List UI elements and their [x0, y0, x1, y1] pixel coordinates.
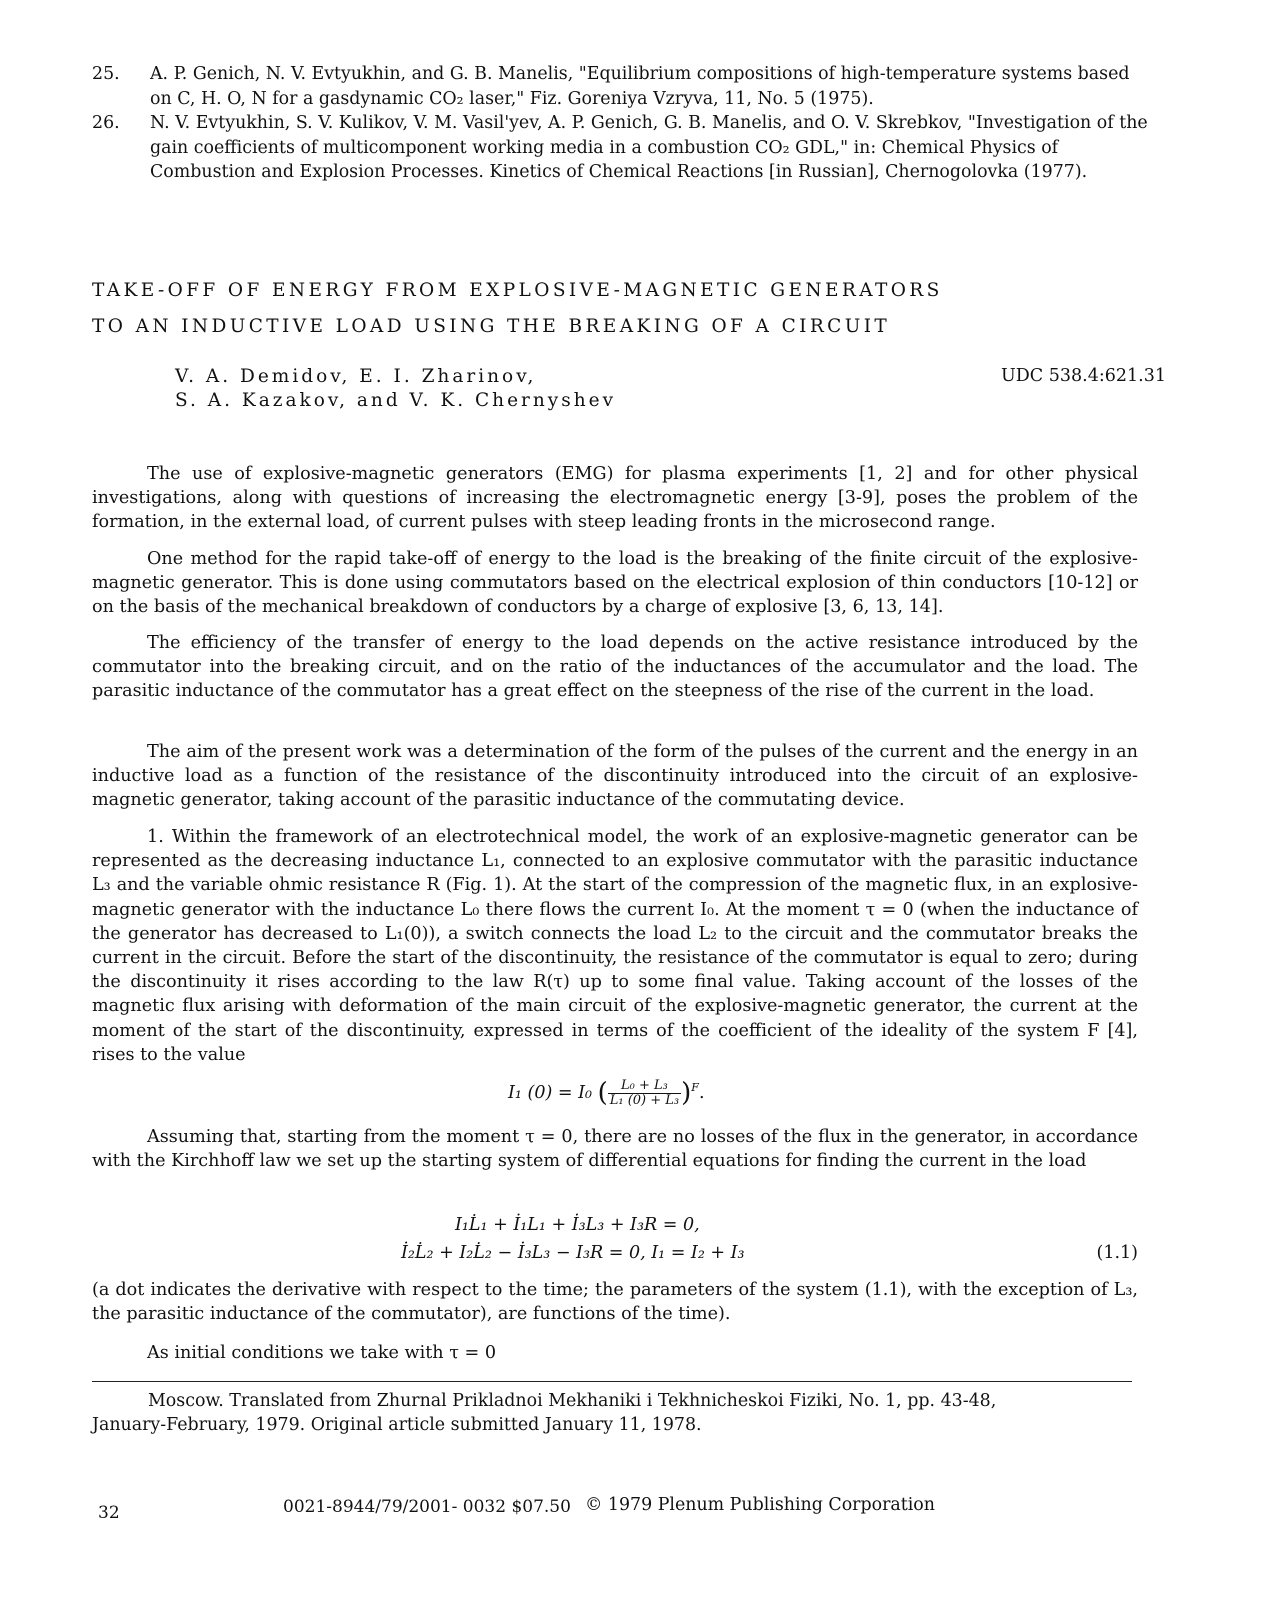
paragraph-1: [92, 462, 1138, 535]
reference-text: N. V. Evtyukhin, S. V. Kulikov, V. M. Vasil'yev, A. P. Genich, G. B. Manelis, and O. V. Skrebkov, "Investigation of the gain coefficients of multicomponent working media in a combustion CO₂ GDL," in: Chemical Physics of Combustion and Explosion Processes. Kinetics of Chemical Reactions [in Russian], Chernogolovka (1977).: [150, 113, 1148, 182]
udc-code: UDC 538.4:621.31: [1001, 366, 1166, 386]
paragraph-text: Assuming that, starting from the moment τ = 0, there are no losses of the flux in the generator, in accordance with the Kirchhoff law we set up the starting system of differential equations for finding the current in the load: [92, 1127, 1138, 1172]
equation-initial-current: I₁ (0) = I₀ ( $\frac{\text{L₀ + L₃}}{\text{L₁ (0) + L₃}}$ )$^F$.: [508, 1078, 705, 1108]
paragraph-8: [92, 1341, 1138, 1365]
equation-number: (1.1): [1096, 1243, 1138, 1263]
paragraph-2: [92, 547, 1138, 620]
equation-lhs: I₁ (0) = I₀: [508, 1083, 592, 1103]
equation-system-line-2: İ₂L̇₂ + I₂L̇₂ − İ₃L₃ − I₃R = 0, I₁ = I₂ + I₃: [401, 1243, 745, 1263]
reference-text: A. P. Genich, N. V. Evtyukhin, and G. B. Manelis, "Equilibrium compositions of high-temperature systems based on C, H. O, N for a gasdynamic CO₂ laser," Fiz. Goreniya Vzryva, 11, No. 5 (1975).: [150, 64, 1130, 109]
article-title-line-2: TO AN INDUCTIVE LOAD USING THE BREAKING OF A CIRCUIT: [92, 316, 891, 337]
equation-numerator: L₀ + L₃: [608, 1079, 681, 1094]
paragraph-text: As initial conditions we take with τ = 0: [147, 1343, 497, 1363]
copyright-notice: © 1979 Plenum Publishing Corporation: [585, 1495, 935, 1515]
footnote: [92, 1389, 1142, 1437]
paragraph-text: One method for the rapid take-off of energy to the load is the breaking of the finite circuit of the explosive-magnetic generator. This is done using commutators based on the electrical explosion of thin conductors [10-12] or on the basis of the mechanical breakdown of conductors by a charge of explosive [3, 6, 13, 14].: [92, 549, 1138, 618]
paragraph-text: The use of explosive-magnetic generators (EMG) for plasma experiments [1, 2] and for other physical investigations, along with questions of increasing the electromagnetic energy [3-9], poses the problem of the formation, in the external load, of current pulses with steep leading fronts in the microsecond range.: [92, 464, 1138, 533]
paragraph-text: (a dot indicates the derivative with respect to the time; the parameters of the system (1.1), with the exception of L₃, the parasitic inductance of the commutator), are functions of the time).: [92, 1280, 1138, 1325]
equation-exponent: F: [691, 1081, 699, 1095]
footnote-divider: [92, 1381, 1132, 1382]
paragraph-text: The efficiency of the transfer of energy to the load depends on the active resistance introduced by the commutator into the breaking circuit, and on the ratio of the inductances of the accumulator and the load. The parasitic inductance of the commutator has a great effect on the steepness of the rise of the current in the load.: [92, 633, 1138, 702]
paragraph-6: [92, 1125, 1138, 1173]
paragraph-text: 1. Within the framework of an electrotechnical model, the work of an explosive-magnetic generator can be represented as the decreasing inductance L₁, connected to an explosive commutator with the parasitic inductance L₃ and the variable ohmic resistance R (Fig. 1). At the start of the compression of the magnetic flux, in an explosive-magnetic generator with the inductance L₀ there flows the current I₀. At the moment τ = 0 (when the inductance of the generator has decreased to L₁(0)), a switch connects the load L₂ to the circuit and the commutator breaks the current in the circuit. Before the start of the discontinuity, the resistance of the commutator is equal to zero; during the discontinuity it rises according to the law R(τ) up to some final value. Taking account of the losses of the magnetic flux arising with deformation of the main circuit of the explosive-magnetic generator, the current at the moment of the start of the discontinuity, expressed in terms of the coefficient of the ideality of the system F [4], rises to the value: [92, 827, 1138, 1065]
reference-number: 25.: [92, 64, 120, 84]
footnote-line-2: January-February, 1979. Original article submitted January 11, 1978.: [92, 1415, 702, 1435]
paragraph-7: [92, 1278, 1138, 1326]
article-title-line-1: TAKE-OFF OF ENERGY FROM EXPLOSIVE-MAGNETIC GENERATORS: [92, 280, 943, 301]
equation-system-line-1: I₁L̇₁ + İ₁L₁ + İ₃L₃ + I₃R = 0,: [455, 1215, 700, 1235]
page-number: 32: [98, 1503, 120, 1523]
reference-number: 26.: [92, 113, 120, 133]
publication-code: 0021-8944/79/2001- 0032 $07.50: [283, 1497, 571, 1517]
equation-denominator: L₁ (0) + L₃: [609, 1093, 680, 1108]
authors-line-1: V. A. Demidov, E. I. Zharinov,: [175, 366, 537, 387]
authors-line-2: S. A. Kazakov, and V. K. Chernyshev: [175, 390, 617, 411]
paragraph-3: [92, 631, 1138, 704]
paragraph-4: [92, 740, 1138, 813]
paragraph-text: The aim of the present work was a determination of the form of the pulses of the current and the energy in an inductive load as a function of the resistance of the discontinuity introduced into the circuit of an explosive-magnetic generator, taking account of the parasitic inductance of the commutating device.: [92, 742, 1138, 811]
paragraph-5: [92, 825, 1138, 1067]
footnote-line-1: Moscow. Translated from Zhurnal Prikladnoi Mekhaniki i Tekhnicheskoi Fiziki, No. 1, pp. 43-48,: [148, 1391, 997, 1411]
